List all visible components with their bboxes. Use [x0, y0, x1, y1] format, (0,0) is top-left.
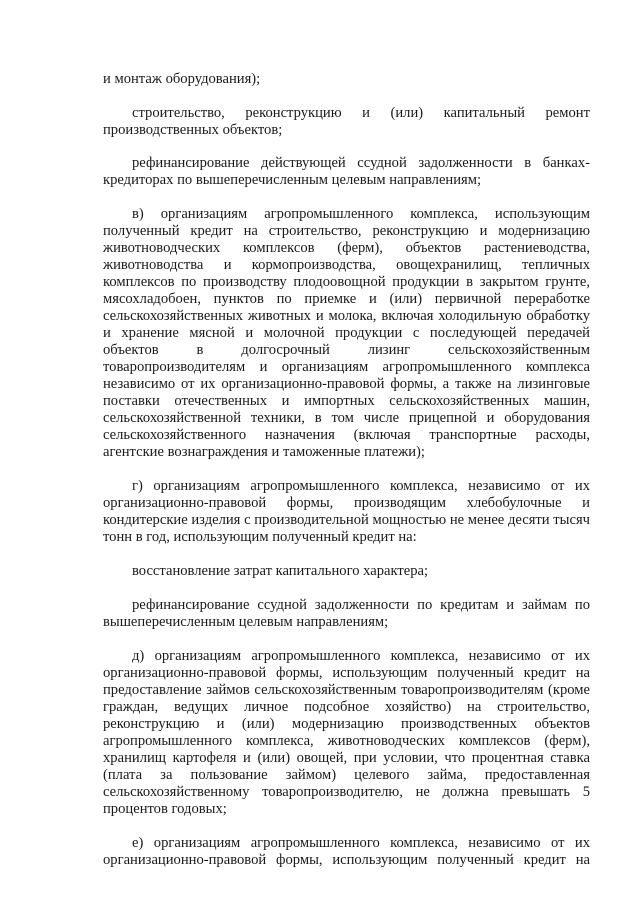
text-line: рефинансирование ссудной задолженности по кредитам и займам по	[132, 597, 590, 613]
text-line: (плата за пользование займом) целевого займа, предоставленная	[103, 767, 590, 783]
text-line: реконструкцию и (или) модернизацию производственных объектов	[103, 716, 590, 732]
text-line: и хранение мясной и молочной продукции с последующей передачей	[103, 325, 590, 341]
text-line: организационно-правовой формы, производящим хлебобулочные и	[103, 495, 590, 511]
text-line: агентские вознаграждения и таможенные платежи);	[103, 444, 425, 460]
text-line: е) организациям агропромышленного комплекса, независимо от их	[132, 835, 590, 851]
text-line: животноводства и кормопроизводства, овощехранилищ, тепличных	[103, 257, 590, 273]
text-line: независимо от их организационно-правовой формы, а также на лизинговые	[103, 376, 590, 392]
text-line: граждан, ведущих личное подсобное хозяйство) на строительство,	[103, 699, 590, 715]
text-line: животноводческих комплексов (ферм), объектов растениеводства,	[103, 240, 590, 256]
text-line: организационно-правовой формы, использующим полученный кредит на	[103, 852, 590, 868]
text-line: и монтаж оборудования);	[103, 71, 261, 87]
text-line: сельскохозяйственному товаропроизводителю, не должна превышать 5	[103, 784, 590, 800]
text-line: восстановление затрат капитального характера;	[132, 563, 429, 579]
text-line: кредиторах по вышеперечисленным целевым направлениям;	[103, 172, 482, 188]
text-line: вышеперечисленным целевым направлениям;	[103, 614, 389, 630]
text-line: процентов годовых;	[103, 801, 227, 817]
text-line: хранилищ картофеля и (или) овощей, при условии, что процентная ставка	[103, 750, 590, 766]
text-line: в) организациям агропромышленного комплекса, использующим	[132, 206, 590, 222]
text-line: кондитерские изделия с производительной мощностью не менее десяти тысяч	[103, 512, 590, 528]
text-line: г) организациям агропромышленного комплекса, независимо от их	[132, 478, 590, 494]
text-line: сельскохозяйственных животных и молока, включая холодильную обработку	[103, 308, 590, 324]
text-line: полученный кредит на строительство, реконструкцию и модернизацию	[103, 223, 590, 239]
text-line: сельскохозяйственной техники, в том числе прицепной и оборудования	[103, 410, 590, 426]
text-line: рефинансирование действующей ссудной задолженности в банках-	[132, 155, 590, 171]
text-line: комплексов по производству плодоовощной продукции в закрытом грунте,	[103, 274, 590, 290]
text-line: мясохладобоен, пунктов по приемке и (или) первичной переработке	[103, 291, 590, 307]
text-line: строительство, реконструкцию и (или) капитальный ремонт	[132, 105, 590, 121]
text-line: объектов в долгосрочный лизинг сельскохозяйственным	[103, 342, 590, 358]
text-line: тонн в год, использующим полученный кредит на:	[103, 529, 417, 545]
text-line: поставки отечественных и импортных сельскохозяйственных машин,	[103, 393, 590, 409]
text-line: организационно-правовой формы, использующим полученный кредит на	[103, 665, 590, 681]
text-line: сельскохозяйственного назначения (включая транспортные расходы,	[103, 427, 590, 443]
text-line: д) организациям агропромышленного комплекса, независимо от их	[132, 648, 590, 664]
text-line: агропромышленного комплекса, животноводческих комплексов (ферм),	[103, 733, 590, 749]
text-line: производственных объектов;	[103, 122, 283, 138]
text-line: предоставление займов сельскохозяйственным товаропроизводителям (кроме	[103, 682, 590, 698]
text-line: товаропроизводителям и организациям агропромышленного комплекса	[103, 359, 590, 375]
